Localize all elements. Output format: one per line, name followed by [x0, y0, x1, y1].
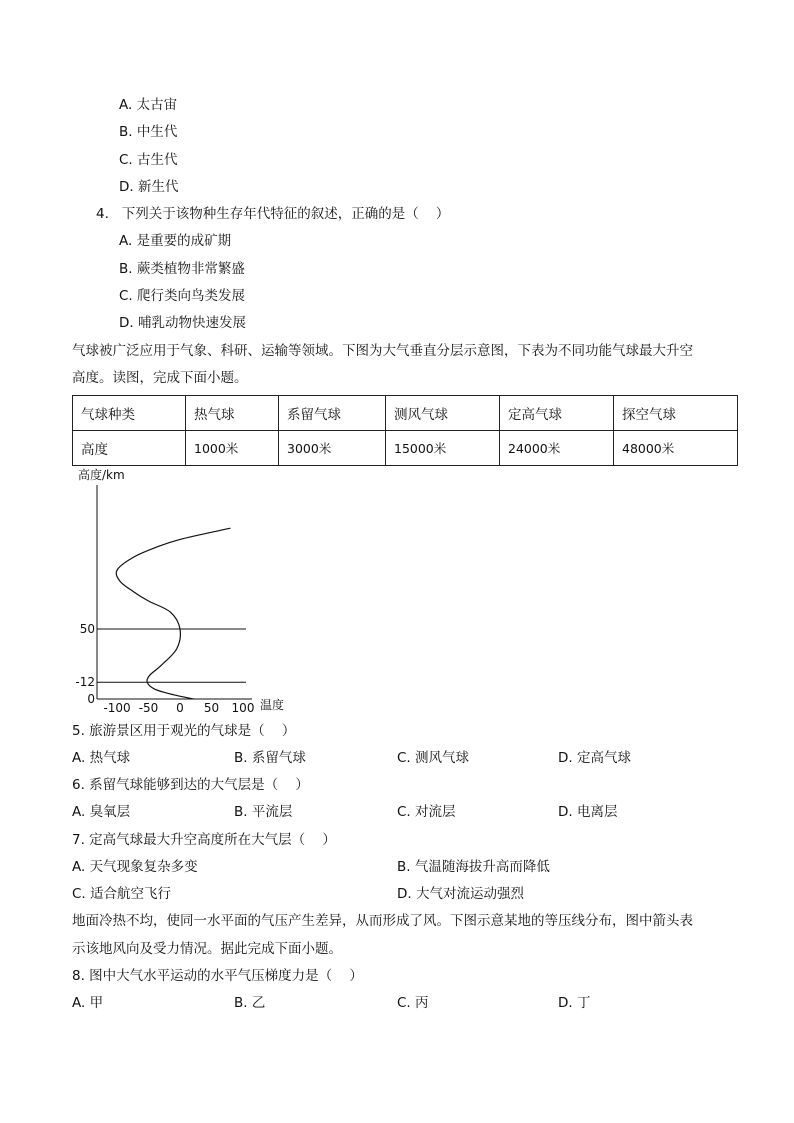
q5-option-b: B. 系留气球 — [234, 750, 306, 766]
q8-stem: 8. 图中大气水平运动的水平气压梯度力是（ ） — [72, 968, 363, 984]
q5-stem: 5. 旅游景区用于观光的气球是（ ） — [72, 723, 296, 739]
balloon-height-table — [72, 395, 738, 466]
q4-option-d: D. 哺乳动物快速发展 — [119, 315, 246, 331]
q4-stem: 4. 下列关于该物种生存年代特征的叙述，正确的是（ ） — [96, 206, 450, 222]
q6-stem: 6. 系留气球能够到达的大气层是（ ） — [72, 777, 309, 793]
table-cell: 48000米 — [614, 431, 738, 466]
q8-option-d: D. 丁 — [558, 995, 591, 1011]
temperature-curve — [116, 528, 230, 699]
q7-stem: 7. 定高气球最大升空高度所在大气层（ ） — [72, 832, 336, 848]
table-cell: 1000米 — [186, 431, 279, 466]
q4-option-a: A. 是重要的成矿期 — [119, 233, 232, 249]
table-cell: 定高气球 — [500, 396, 614, 431]
table-row — [73, 431, 738, 466]
intro2-line1: 地面冷热不均，使同一水平面的气压产生差异，从而形成了风。下图示意某地的等压线分布，图中箭头表 — [72, 913, 693, 929]
x-tick-label: -50 — [138, 701, 159, 715]
q8-option-a: A. 甲 — [72, 995, 104, 1011]
q8-option-b: B. 乙 — [234, 995, 266, 1011]
table-header-row — [73, 396, 738, 431]
intro1-line1: 气球被广泛应用于气象、科研、运输等领域。下图为大气垂直分层示意图，下表为不同功能气球最大升空 — [72, 343, 693, 359]
q5-option-a: A. 热气球 — [72, 750, 131, 766]
q7-option-b: B. 气温随海拔升高而降低 — [397, 859, 550, 875]
q7-option-d: D. 大气对流运动强烈 — [397, 886, 524, 902]
q5-option-d: D. 定高气球 — [558, 750, 631, 766]
q6-option-a: A. 臭氧层 — [72, 804, 131, 820]
q4-option-b: B. 蕨类植物非常繁盛 — [119, 261, 245, 277]
q6-option-c: C. 对流层 — [397, 804, 456, 820]
q3-option-a: A. 太古宙 — [119, 97, 178, 113]
x-tick-label: 0 — [176, 701, 184, 715]
table-cell: 探空气球 — [614, 396, 738, 431]
q5-option-c: C. 测风气球 — [397, 750, 470, 766]
q3-option-b: B. 中生代 — [119, 124, 178, 140]
chart-y-axis-label: 高度/km — [78, 468, 125, 482]
table-cell: 气球种类 — [73, 396, 186, 431]
q6-option-b: B. 平流层 — [234, 804, 293, 820]
x-tick-label: 100 — [231, 701, 255, 715]
q7-option-a: A. 天气现象复杂多变 — [72, 859, 198, 875]
q3-option-d: D. 新生代 — [119, 179, 179, 195]
chart-x-axis-label: 温度 — [260, 698, 285, 712]
table-cell: 24000米 — [500, 431, 614, 466]
table-cell: 15000米 — [386, 431, 500, 466]
table-cell: 高度 — [73, 431, 186, 466]
q7-option-c: C. 适合航空飞行 — [72, 886, 172, 902]
q4-option-c: C. 爬行类向鸟类发展 — [119, 288, 246, 304]
q3-option-c: C. 古生代 — [119, 152, 178, 168]
y-tick-label: -12 — [75, 675, 95, 690]
table-cell: 系留气球 — [279, 396, 386, 431]
x-tick-label: 50 — [203, 701, 220, 715]
q8-option-c: C. 丙 — [397, 995, 429, 1011]
intro2-line2: 示该地风向及受力情况。据此完成下面小题。 — [72, 941, 342, 957]
table-cell: 热气球 — [186, 396, 279, 431]
table-cell: 3000米 — [279, 431, 386, 466]
y-tick-label: 50 — [79, 622, 95, 636]
x-tick-label: -100 — [103, 701, 131, 715]
intro1-line2: 高度。读图，完成下面小题。 — [72, 370, 248, 386]
table-cell: 测风气球 — [386, 396, 500, 431]
y-tick-label: 0 — [87, 692, 95, 706]
atmosphere-profile-chart — [68, 463, 298, 718]
q6-option-d: D. 电离层 — [558, 804, 618, 820]
